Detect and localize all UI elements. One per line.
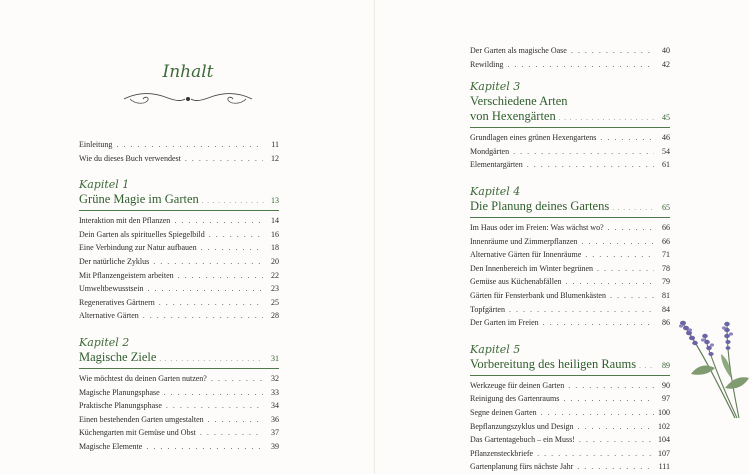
toc-entry[interactable]: Magische Elemente . . . 39	[79, 440, 279, 454]
toc-left	[79, 138, 279, 454]
toc-entry[interactable]: Eine Verbindung zur Natur aufbauen . . . 18	[79, 241, 279, 255]
flourish-ornament-icon	[118, 90, 258, 108]
toc-entry[interactable]: Innenräume und Zimmerpflanzen . . . 66	[470, 235, 670, 249]
chapter-label: Kapitel 3	[470, 80, 521, 94]
toc-right	[470, 44, 670, 474]
toc-entry[interactable]: Der natürliche Zyklus . . . 20	[79, 255, 279, 269]
toc-entry[interactable]: Grundlagen eines grünen Hexengartens . . . 46	[470, 131, 670, 145]
chapter-rule	[470, 217, 670, 218]
toc-entry[interactable]: Küchengarten mit Gemüse und Obst . . . 37	[79, 426, 279, 440]
toc-entry[interactable]: Wie du dieses Buch verwendest . . . 12	[79, 152, 279, 166]
toc-entry[interactable]: Mit Pflanzengeistern arbeiten . . . 22	[79, 269, 279, 283]
toc-entry[interactable]: Wie möchtest du deinen Garten nutzen? . . . 32	[79, 372, 279, 386]
toc-entry[interactable]: Der Garten im Freien . . . 86	[470, 316, 670, 330]
toc-entry[interactable]: Elementargärten . . . 61	[470, 158, 670, 172]
toc-entry[interactable]: Dein Garten als spirituelles Spiegelbild . . . 16	[79, 228, 279, 242]
chapter-rule	[470, 127, 670, 128]
toc-entry[interactable]: Rewilding . . . 42	[470, 58, 670, 72]
chapter-rule	[79, 368, 279, 369]
toc-entry[interactable]: Mondgärten . . . 54	[470, 145, 670, 159]
toc-entry[interactable]: Gärten für Fensterbank und Blumenkästen . . . 81	[470, 289, 670, 303]
toc-entry[interactable]: Werkzeuge für deinen Garten . . . 90	[470, 379, 670, 393]
page-title: Inhalt	[162, 62, 214, 82]
toc-entry[interactable]: Den Innenbereich im Winter begrünen . . . 78	[470, 262, 670, 276]
chapter-title[interactable]: Magische Ziele . . . 31	[79, 350, 279, 367]
toc-entry[interactable]: Einleitung . . . 11	[79, 138, 279, 152]
toc-entry[interactable]: Gartenplanung fürs nächste Jahr . . . 111	[470, 460, 670, 474]
toc-entry[interactable]: Reinigung des Gartenraums . . . 97	[470, 392, 670, 406]
toc-entry[interactable]: Der Garten als magische Oase . . . 40	[470, 44, 670, 58]
toc-entry[interactable]: Pflanzensteckbriefe . . . 107	[470, 447, 670, 461]
lavender-illustration-icon	[675, 318, 750, 428]
chapter-label: Kapitel 5	[470, 342, 521, 356]
toc-entry[interactable]: Bepflanzungszyklus und Design . . . 102	[470, 420, 670, 434]
chapter-rule	[79, 210, 279, 211]
chapter-title[interactable]: Verschiedene Arten von Hexengärten . . . 45	[470, 94, 670, 126]
chapter-label: Kapitel 4	[470, 184, 521, 198]
toc-entry[interactable]: Praktische Planungsphase . . . 34	[79, 399, 279, 413]
toc-entry[interactable]: Das Gartentagebuch – ein Muss! . . . 104	[470, 433, 670, 447]
toc-entry[interactable]: Gemüse aus Küchenabfällen . . . 79	[470, 275, 670, 289]
toc-entry[interactable]: Magische Planungsphase . . . 33	[79, 386, 279, 400]
toc-entry[interactable]: Regeneratives Gärtnern . . . 25	[79, 296, 279, 310]
toc-entry[interactable]: Einen bestehenden Garten umgestalten . . . 36	[79, 413, 279, 427]
toc-entry[interactable]: Alternative Gärten . . . 28	[79, 309, 279, 323]
toc-entry[interactable]: Im Haus oder im Freien: Was wächst wo? . . . 66	[470, 221, 670, 235]
toc-entry[interactable]: Segne deinen Garten . . . 100	[470, 406, 670, 420]
toc-entry[interactable]: Umweltbewusstsein . . . 23	[79, 282, 279, 296]
toc-entry[interactable]: Topfgärten . . . 84	[470, 303, 670, 317]
toc-entry[interactable]: Interaktion mit den Pflanzen . . . 14	[79, 214, 279, 228]
chapter-title[interactable]: Die Planung deines Gartens . . . 65	[470, 199, 670, 216]
chapter-title[interactable]: Vorbereitung des heiligen Raums . . . 89	[470, 357, 670, 374]
toc-entry[interactable]: Alternative Gärten für Innenräume . . . 71	[470, 248, 670, 262]
chapter-label: Kapitel 2	[79, 335, 130, 349]
chapter-rule	[470, 375, 670, 376]
chapter-label: Kapitel 1	[79, 178, 130, 192]
chapter-title[interactable]: Grüne Magie im Garten . . . 13	[79, 192, 279, 209]
